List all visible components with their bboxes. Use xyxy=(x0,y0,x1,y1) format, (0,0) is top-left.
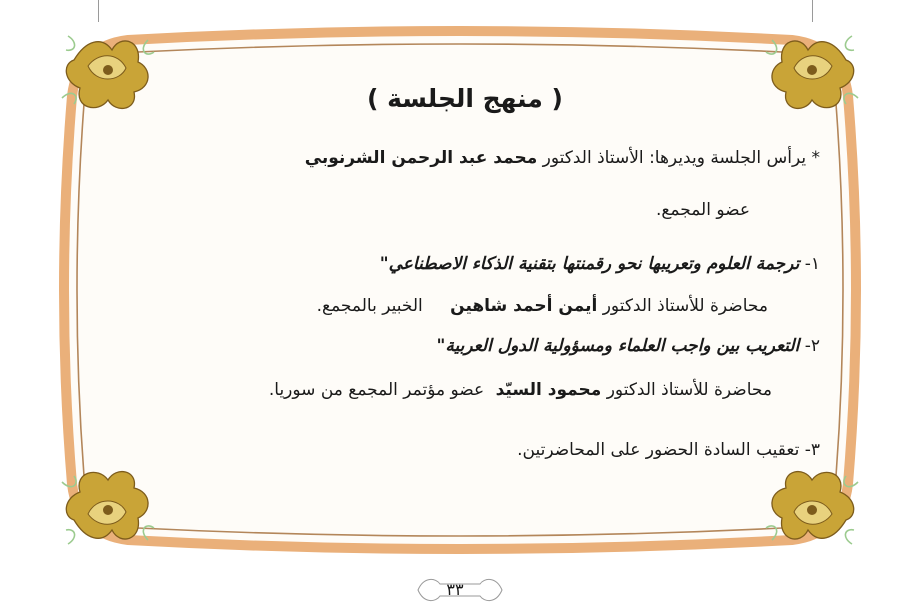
item-2-lecture-prefix: محاضرة للأستاذ الدكتور xyxy=(606,380,772,400)
chair-name: محمد عبد الرحمن الشرنوبي xyxy=(304,148,538,168)
item-1-lecturer-role: الخبير بالمجمع. xyxy=(316,296,423,316)
item-1-title: ترجمة العلوم وتعريبها نحو رقمنتها بتقنية الذكاء الاصطناعي" xyxy=(379,254,800,274)
item-3-line: ٣- تعقيب السادة الحضور على المحاضرتين. xyxy=(517,440,820,460)
bullet-marker: * xyxy=(811,148,820,168)
item-2-lecture-line xyxy=(269,380,772,400)
page-number: ٣٣ xyxy=(446,580,464,599)
item-2-title-line xyxy=(436,336,820,356)
item-2-number: ٢- xyxy=(804,336,820,356)
item-2-lecturer: محمود السيّد xyxy=(495,380,602,400)
session-program xyxy=(110,70,820,500)
item-1-lecturer: أيمن أحمد شاهين xyxy=(450,296,598,316)
item-2-lecturer-role: عضو مؤتمر المجمع من سوريا. xyxy=(268,380,485,400)
chair-role: عضو المجمع. xyxy=(655,200,750,220)
item-1-lecture-prefix: محاضرة للأستاذ الدكتور xyxy=(602,296,768,316)
chair-line xyxy=(305,148,820,168)
item-2-title: التعريب بين واجب العلماء ومسؤولية الدول العربية" xyxy=(436,336,800,356)
item-1-number: ١- xyxy=(804,254,820,274)
item-1-title-line xyxy=(380,254,820,274)
item-1-lecture-line xyxy=(317,296,768,316)
page-title: ( منهج الجلسة ) xyxy=(367,84,563,113)
chair-prefix: يرأس الجلسة ويديرها: الأستاذ الدكتور xyxy=(542,148,807,168)
